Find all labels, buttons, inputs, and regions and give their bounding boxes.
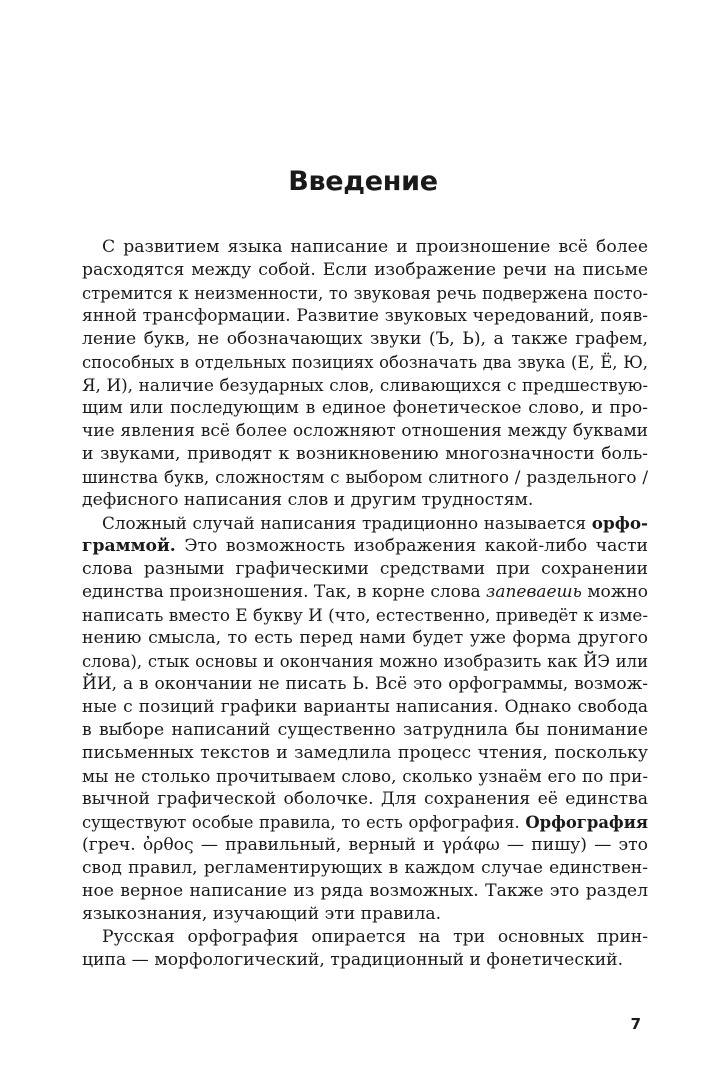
text-line: расходятся между собой. Если изображение речи на письме (82, 260, 648, 280)
text-line: янной трансформации. Развитие звуковых чередований, появ- (82, 306, 648, 326)
text-line (82, 811, 648, 834)
text-line (82, 535, 648, 558)
text-line: письменных текстов и замедлила процесс чтения, поскольку (82, 743, 648, 763)
text-line: щим или последующим в единое фонетическое слово, и про- (82, 398, 648, 418)
text-span: Это возможность изображения какой-либо части (175, 536, 648, 556)
text-line: в выборе написаний существенно затруднила бы понимание (82, 720, 648, 740)
text-span: единства произношения. Так, в корне слова (82, 582, 487, 602)
text-line: мы не столько прочитываем слово, сколько узнаём его по при- (82, 766, 648, 786)
bold-term: орфо- (591, 513, 648, 533)
bold-term: граммой. (82, 536, 176, 556)
text-line: стремится к неизменности, то звуковая речь подвержена посто- (82, 284, 648, 303)
text-line: вычной графической оболочке. Для сохранения её единства (82, 789, 648, 809)
text-line: ЙИ, а в окончании не писать Ь. Всё это орфограммы, возмож- (82, 674, 648, 694)
paragraph-2 (82, 512, 648, 926)
text-line: способных в отдельных позициях обозначать два звука (Е, Ё, Ю, (82, 353, 648, 372)
page-number: 7 (630, 1015, 641, 1033)
text-line: ное верное написание из ряда возможных. Также это раздел (82, 881, 648, 901)
text-line: свод правил, регламентирующих в каждом случае единствен- (82, 858, 648, 878)
text-line: ные с позиций графики варианты написания. Однако свобода (82, 697, 648, 717)
text-line: ление букв, не обозначающих звуки (Ъ, Ь), а также графем, (82, 329, 648, 349)
text-line: языкознания, изучающий эти правила. (82, 904, 442, 924)
text-line: и звуками, приводят к возникновению многозначности боль- (82, 444, 648, 464)
paragraph-3 (82, 926, 648, 972)
text-line (82, 512, 648, 535)
text-span: можно (581, 582, 648, 602)
text-line: дефисного написания слов и другим трудностям. (82, 490, 534, 510)
text-line: Русская орфография опирается на три основных прин- (102, 927, 648, 947)
text-line: Я, И), наличие безударных слов, сливающихся с предшествую- (82, 375, 648, 395)
text-line: С развитием языка написание и произношение всё более (102, 237, 648, 257)
text-span: существуют особые правила, то есть орфография. (82, 813, 526, 832)
text-line: слова), стык основы и окончания можно изобразить как ЙЭ или (82, 652, 648, 671)
paragraph-1 (82, 236, 648, 512)
text-line: чие явления всё более осложняют отношения между буквами (82, 421, 648, 441)
text-line: слова разными графическими средствами при сохранении (82, 559, 648, 579)
text-line: ципа — морфологический, традиционный и фонетический. (82, 950, 624, 970)
text-span: Сложный случай написания традиционно называется (102, 513, 592, 533)
chapter-title: Введение (288, 166, 438, 197)
text-line (82, 581, 648, 604)
italic-example: запеваешь (486, 582, 582, 602)
bold-term: Орфография (525, 813, 648, 832)
text-line: шинства букв, сложностям с выбором слитного / раздельного / (82, 467, 648, 487)
text-line: (греч. ὀρθος — правильный, верный и γράφω — пишу) — это (82, 835, 648, 855)
text-line: нению смысла, то есть перед нами будет уже форма другого (82, 628, 648, 648)
text-line: написать вместо Е букву И (что, естественно, приведёт к изме- (82, 605, 648, 625)
body-text (82, 236, 648, 972)
